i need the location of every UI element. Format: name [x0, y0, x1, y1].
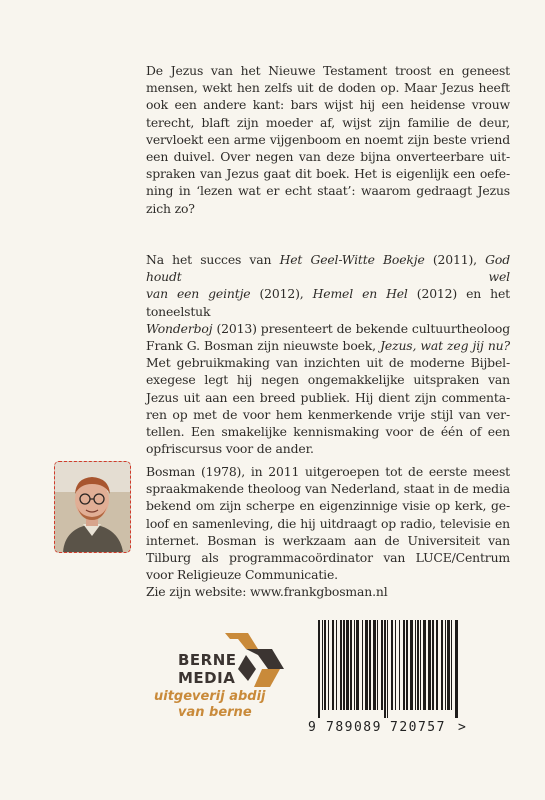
text-line [146, 285, 510, 319]
text-line: exegese legt hij negen ongemakkelijke uitspraken van [146, 372, 510, 388]
barcode-first-digit: 9 [308, 720, 316, 735]
author-photo [54, 461, 131, 553]
barcode-left-digits: 789089 [326, 720, 382, 735]
barcode-bars-icon [316, 620, 462, 718]
text-line: vervloekt een arme vijgenboom en noemt zijn beste vriend [146, 131, 510, 147]
text-line: loof en samenleving, die hij uitdraagt op radio, televisie en [146, 515, 510, 531]
text-line: tellen. Een smakelijke kennismaking voor de één of een [146, 424, 510, 440]
text-line [146, 320, 510, 337]
text-line: De Jezus van het Nieuwe Testament troost en geneest [146, 63, 510, 78]
text-line [146, 251, 510, 285]
isbn-barcode [308, 620, 468, 750]
text-line: bekend om zijn scherpe en eigenzinnige visie op kerk, ge- [146, 498, 510, 514]
barcode-right-digits: 720757 [390, 720, 446, 735]
book-title: God houdt wel [146, 252, 511, 285]
text-line: Bosman (1978), in 2011 uitgeroepen tot de eerste meest [146, 464, 510, 479]
text-line [146, 337, 510, 354]
author-portrait-icon [55, 462, 130, 552]
text-span: (2012) en het toneelstuk [146, 286, 510, 319]
play-title: Wonderboj [146, 320, 213, 336]
text-line: ren op met de voor hem kenmerkende vrije stijl van ver- [146, 406, 510, 422]
text-line: internet. Bosman is werkzaam aan de Universiteit van [146, 532, 510, 548]
text-line: Zie zijn website: www.frankgbosman.nl [146, 584, 388, 600]
book-title: Jezus, wat zeg jij nu? [380, 338, 510, 354]
logo-word-media: MEDIA [178, 669, 236, 687]
text-span: Na het succes van [146, 252, 280, 267]
publisher-logo [150, 625, 310, 730]
paragraph-rest [146, 354, 510, 457]
logo-tagline-2: van berne [178, 705, 252, 720]
text-line: spraken van Jezus gaat dit boek. Het is eigenlijk een oefe- [146, 166, 510, 182]
text-line: ook een andere kant: bars wijst hij een heidense vrouw [146, 97, 510, 113]
author-bio-paragraph [146, 463, 510, 601]
logo-tagline-1: uitgeverij abdij [154, 689, 266, 704]
text-line: ning in ‘lezen wat er echt staat’: waarom gedraagt Jezus [146, 183, 510, 199]
text-span: (2011), [424, 252, 486, 267]
text-line: terecht, blaft zijn moeder af, wijst zijn familie de deur, [146, 114, 510, 130]
text-line: Met gebruikmaking van inzichten uit de moderne Bijbel- [146, 355, 510, 371]
author-books-paragraph [146, 251, 510, 457]
text-line: voor Religieuze Communicatie. [146, 567, 338, 583]
book-title: Het Geel-Witte Boekje [279, 252, 425, 267]
logo-word-berne: BERNE [178, 651, 237, 669]
barcode-arrow: > [458, 720, 466, 735]
text-line: mensen, wekt hen zelfs uit de doden op. Maar Jezus heeft [146, 80, 510, 96]
book-title: van een geintje [146, 286, 251, 302]
text-span: (2013) presenteert de bekende cultuurtheoloog [212, 320, 510, 336]
text-line: zich zo? [146, 200, 195, 216]
text-span: (2012), [250, 286, 313, 302]
text-line: een duivel. Over negen van deze bijna onverteerbare uit- [146, 149, 510, 165]
text-line: Tilburg als programmacoördinator van LUCE/Centrum [146, 550, 510, 566]
text-line: opfriscursus voor de ander. [146, 441, 314, 457]
blurb-paragraph [146, 62, 510, 217]
book-title: Hemel en Hel [312, 286, 408, 302]
text-line: Jezus uit aan een breed publiek. Hij dient zijn commenta- [146, 389, 510, 405]
text-line: spraakmakende theoloog van Nederland, staat in de media [146, 481, 510, 497]
text-span: Frank G. Bosman zijn nieuwste boek, [146, 338, 381, 354]
